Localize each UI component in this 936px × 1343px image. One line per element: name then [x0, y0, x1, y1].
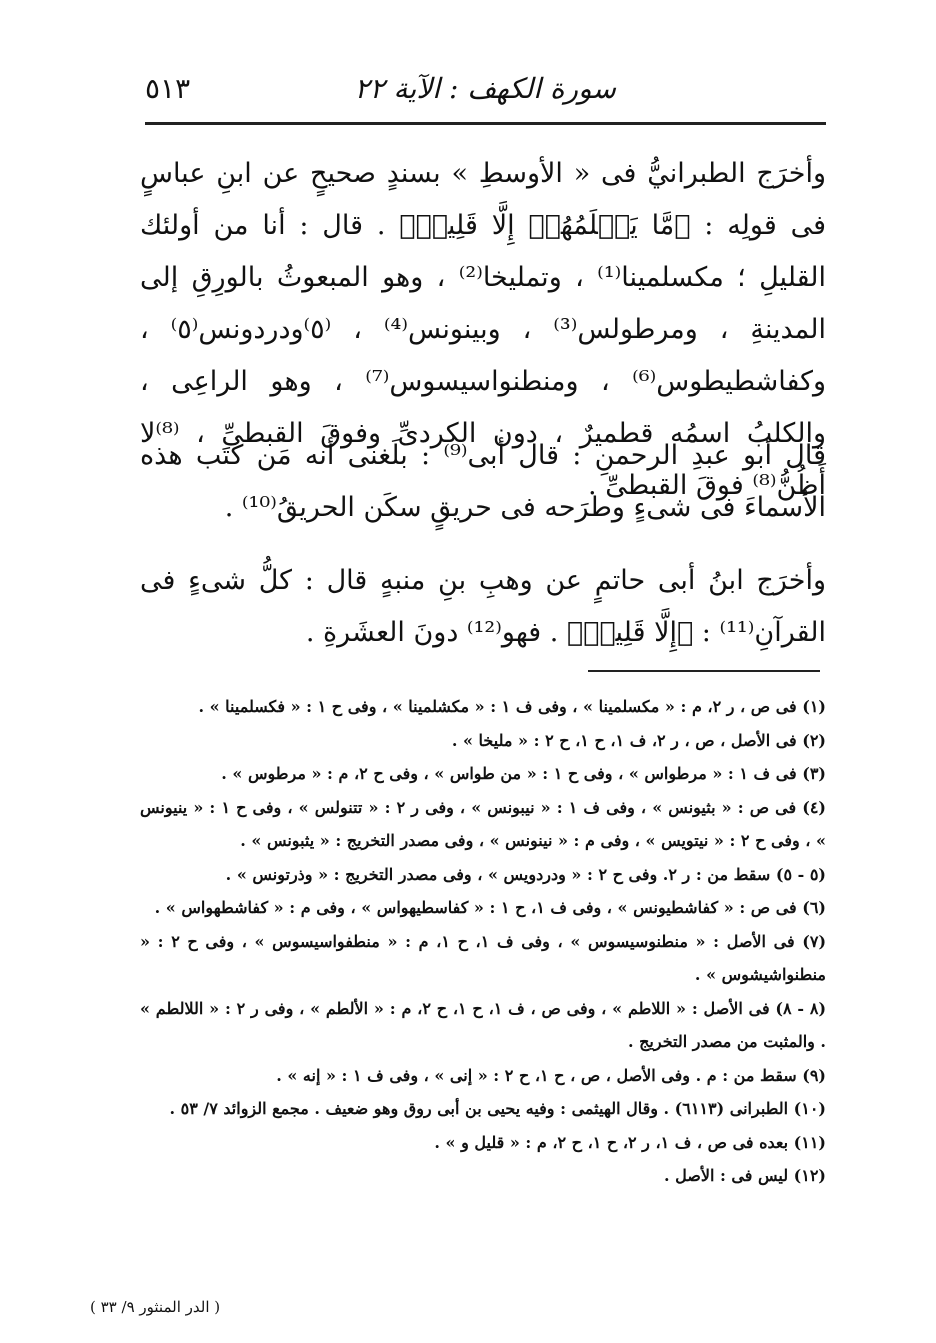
footnote: (٧) فى الأصل : « منطنوسيسوس » ، وفى ف ١، ح ١، م : « منطفواسيسوس » ، وفى ح ٢ : « منطنواشيشوس » . — [140, 931, 827, 984]
footnote-separator — [588, 670, 820, 672]
main-text-block-2 — [140, 430, 826, 534]
paragraph: وأخرَج ابنُ أبى حاتمٍ عن وهبِ بنِ منبهٍ قال : كلُّ شىءٍ فى القرآنِ⁽¹¹⁾ : ﴿إِلَّا قَلِيلٞ﴾ . فهو⁽¹²⁾ دونَ العشَرةِ . — [140, 565, 826, 648]
footnotes — [140, 690, 826, 1193]
footnote: (١) فى ص ، ر ٢، م : « مكسلمينا » ، وفى ف ١ : « مكشلمينا » ، وفى ح ١ : « فكسلمينا » . — [198, 697, 826, 716]
running-title: سورة الكهف : الآية ٢٢ — [354, 72, 616, 105]
page-footer: ( الدر المنثور ٩/ ٣٣ ) — [90, 1298, 221, 1316]
footnote: (٦) فى ص : « كفاشطيونس » ، وفى ف ١، ح ١ : « كفاسطيهواس » ، وفى م : « كفاشطهواس » . — [154, 898, 826, 917]
paragraph: قال أبو عبدِ الرحمنِ : قال أبى⁽⁹⁾ : بلَغنى أنه مَن كتَب هذه الأسماءَ فى شىءٍ وطرَحه فى حريقٍ سكَن الحريقُ⁽¹⁰⁾ . — [140, 440, 827, 523]
footnote: (١٠) الطبرانى (٦١١٣) . وقال الهيثمى : وفيه يحيى بن أبى روق وهو ضعيف . مجمع الزوائد ٧/ ٥٣ . — [169, 1099, 826, 1118]
footnote: (١٢) ليس فى : الأصل . — [663, 1166, 826, 1185]
page-header — [145, 60, 826, 125]
footnote: (٤) فى ص : « بثيونس » ، وفى ف ١ : « نيبونس » ، وفى ر ٢ : « تتنولس » ، وفى ح ١ : « ينيونس » ، وفى ح ٢ : « نيتويس » ، وفى م : « نينونس » ، وفى مصدر التخريج : « يثبونس » . — [140, 797, 826, 850]
footnote: (٩) سقط من : م . وفى الأصل ، ص ، ح ١، ح ٢ : « إنى » ، وفى ف ١ : « إنه » . — [276, 1065, 826, 1085]
footnote: (٥ - ٥) سقط من : ر ٢. وفى ح ٢ : « ودردويس » ، وفى مصدر التخريج : « وذرتونس » . — [225, 864, 826, 884]
footnote: (٨ - ٨) فى الأصل : « اللاطم » ، وفى ص ، ف ١، ح ١، ح ٢، م : « الألطم » ، وفى ر ٢ : « اللالطم » . والمثبت من مصدر التخريج . — [140, 998, 827, 1051]
footnote: (١١) بعده فى ص ، ف ١، ر ٢، ح ١، ح ٢، م : « قليل و » . — [434, 1132, 826, 1152]
footnote: (٢) فى الأصل ، ص ، ر ٢، ف ١، ح ١، ح ٢ : « مليخا » . — [451, 730, 826, 750]
paragraph: وأخرَج الطبرانيُّ فى « الأوسطِ » بسندٍ صحيحٍ عن ابنِ عباسٍ فى قولِه : ﴿مَّا يَعۡلَمُهُمۡ إِلَّا قَلِيلٞ﴾ . قال : أنا من أولئك القليلِ ؛ مكسلمينا⁽¹⁾ ، وتمليخا⁽²⁾ ، وهو المبعوثُ بالورِقِ إلى المدينةِ ، ومرطولس⁽³⁾ ، وبينونس⁽⁴⁾ ، ⁽٥⁾ودردونس⁽٥⁾ ، وكفاشطيطوس⁽⁶⁾ ، ومنطنواسيسوس⁽⁷⁾ ، وهو الراعِى ، والكلبُ اسمُه قطميرٌ ، دون الكردىِّ وفوقَ القبطىِّ ، ⁽⁸⁾لا أَظُنُّ⁽⁸⁾ فوقَ القبطىِّ . — [140, 158, 827, 501]
page-number: ٥١٣ — [145, 72, 191, 105]
footnote: (٣) فى ف ١ : « مرطواس » ، وفى ح ١ : « من طواس » ، وفى ح ٢، م : « مرطوس » . — [221, 764, 826, 783]
main-text-block-3 — [140, 555, 826, 659]
